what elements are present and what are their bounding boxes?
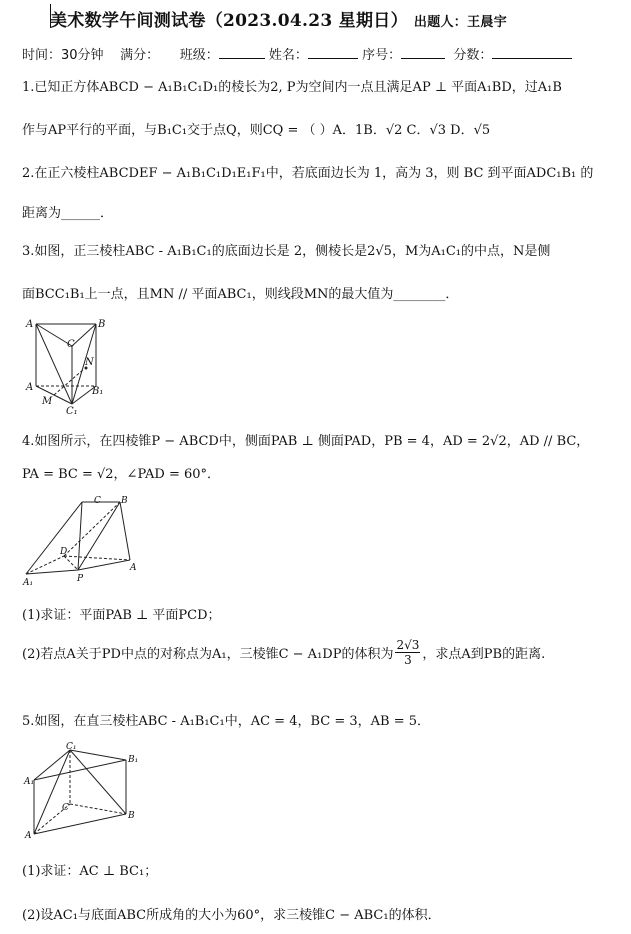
q4-part-1: (1)求证：平面PAB ⊥ 平面PCD；: [22, 608, 221, 623]
q3-line-1: 3.如图，正三棱柱ABC - A₁B₁C₁的底面边长是 2，侧棱长是2√5，M为A₁C₁的中点，N是侧: [22, 244, 551, 259]
fig3-label-A: A: [26, 319, 34, 330]
class-label: 班级：: [179, 48, 219, 63]
q4-fraction-numerator: 2√3: [396, 638, 420, 652]
seat-field[interactable]: [401, 46, 445, 59]
score-label: 分数：: [453, 48, 493, 63]
fig3-label-N: N: [85, 357, 94, 368]
figure-q5-svg: [22, 742, 142, 840]
q5-line-1: 5.如图，在直三棱柱ABC - A₁B₁C₁中，AC = 4，BC = 3，AB = 5．: [22, 714, 431, 729]
fig5-label-A: A: [25, 831, 32, 840]
q1-line-1: 1.已知正方体ABCD − A₁B₁C₁D₁的棱长为2, P为空间内一点且满足AP ⊥ 平面A₁BD，过A₁B: [22, 80, 562, 95]
fig4-label-P: P: [77, 574, 84, 584]
q5-part-2: (2)设AC₁与底面ABC所成角的大小为60°，求三棱锥C − ABC₁的体积．: [22, 908, 441, 923]
fig4-label-A: A: [130, 563, 137, 573]
figure-q5: [22, 742, 142, 840]
student-info-line: [22, 44, 572, 63]
q1-line-2: 作与AP平行的平面，与B₁C₁交于点Q，则CQ = （ ）A．1B．√2 C．√3 D．√5: [22, 123, 491, 138]
fig3-label-C1: C₁: [66, 406, 78, 414]
q2-line-2: 距离为______．: [22, 206, 114, 221]
fig4-label-B: B: [121, 496, 128, 506]
name-label: 姓名：: [268, 48, 308, 63]
time-label: 时间：30分钟: [22, 48, 104, 63]
q4-part-2: [22, 638, 545, 667]
fig3-label-A1: A: [26, 382, 34, 393]
title-text: 美术数学午间测试卷（2023.04.23 星期日）: [50, 11, 408, 31]
fig5-label-C1: C₁: [66, 742, 77, 752]
q4-part-2-text-b: ，求点A到PB的距离.: [422, 647, 546, 662]
name-field[interactable]: [308, 46, 358, 59]
fig4-label-D: D: [60, 547, 68, 557]
fig5-label-A1: A₁: [24, 777, 35, 787]
q4-line-1: 4.如图所示，在四棱锥P − ABCD中，侧面PAB ⊥ 侧面PAD，PB = 4，AD = 2√2，AD // BC，: [22, 434, 590, 449]
figure-q3-svg: [22, 314, 112, 414]
figure-q3: [22, 314, 112, 414]
fig3-label-M: M: [42, 396, 53, 407]
fig4-label-C: C: [94, 496, 101, 506]
fig5-label-B: B: [128, 811, 135, 821]
page-title: [50, 6, 507, 31]
class-field[interactable]: [219, 46, 265, 59]
fig3-label-B1: B₁: [92, 386, 104, 397]
q3-line-2: 面BCC₁B₁上一点，且MN // 平面ABC₁，则线段MN的最大值为________．: [22, 287, 459, 302]
q4-volume-fraction: [395, 638, 420, 667]
fig5-label-B1: B₁: [128, 755, 139, 765]
fig5-label-C: C: [62, 803, 69, 813]
fig3-label-B: B: [98, 319, 106, 330]
figure-q4: [20, 494, 140, 588]
fig3-label-C: C: [67, 339, 75, 350]
q4-part-2-text-a: (2)若点A关于PD中点的对称点为A₁，三棱锥C − A₁DP的体积为: [22, 647, 394, 662]
q5-part-1: (1)求证：AC ⊥ BC₁；: [22, 864, 158, 879]
figure-q4-svg: [20, 494, 140, 588]
q4-line-2: PA = BC = √2，∠PAD = 60°．: [22, 467, 221, 482]
q4-fraction-denominator: 3: [404, 653, 412, 667]
fig4-label-A1: A₁: [23, 578, 34, 588]
seat-label: 序号：: [362, 48, 402, 63]
full-score-label: 满分：: [120, 48, 160, 63]
q2-line-1: 2.在正六棱柱ABCDEF − A₁B₁C₁D₁E₁F₁中，若底面边长为 1，高为 3，则 BC 到平面ADC₁B₁ 的: [22, 166, 594, 181]
issuer-text: 出题人：王晨宇: [413, 15, 507, 30]
score-field[interactable]: [492, 46, 572, 59]
